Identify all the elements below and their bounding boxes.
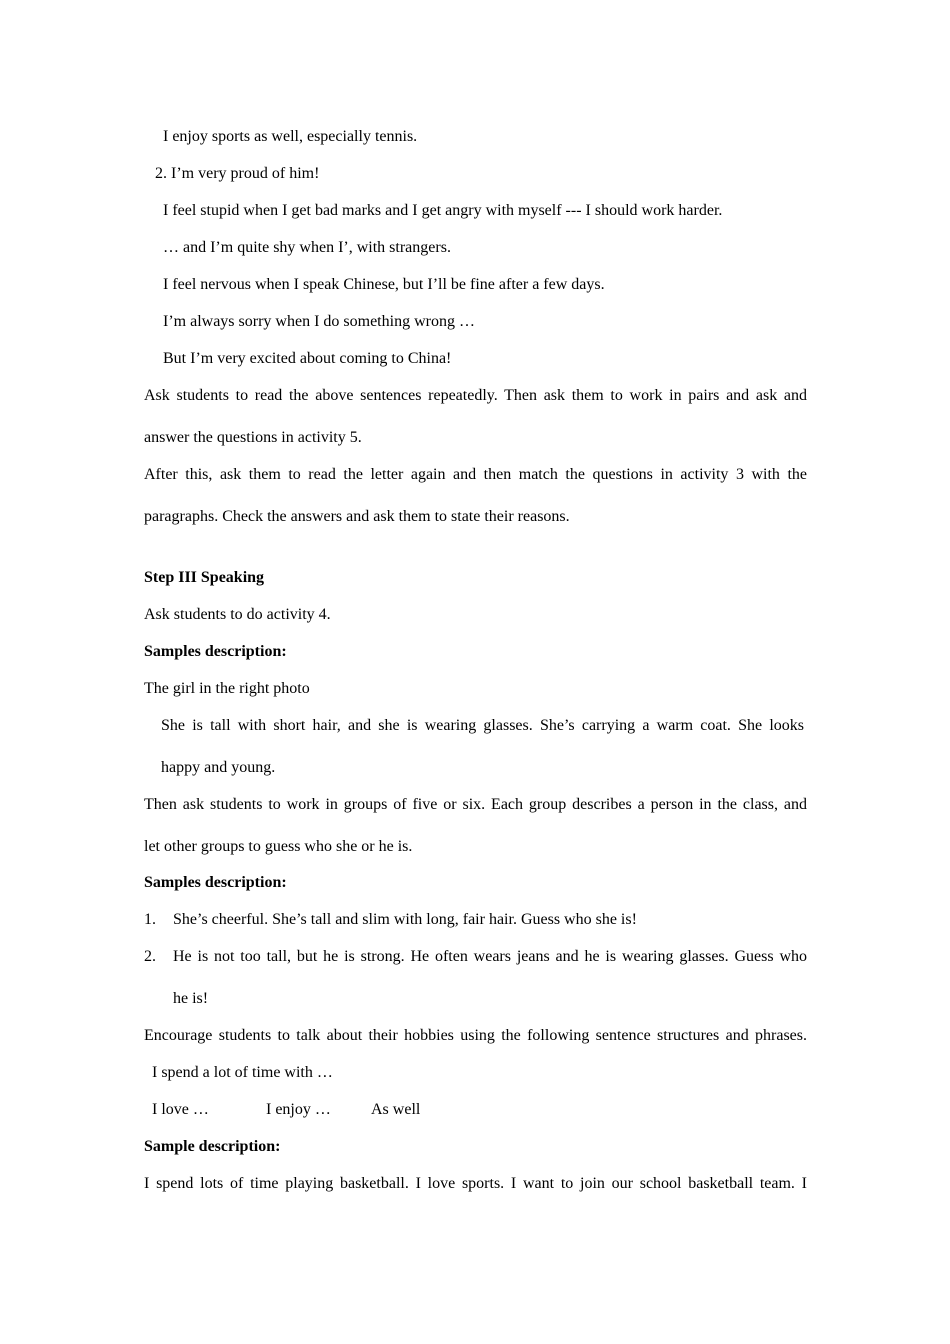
- intro-line-1: I enjoy sports as well, especially tennis.: [163, 128, 418, 145]
- intro-line-4: … and I’m quite shy when I’, with strangers.: [163, 239, 451, 256]
- intro-line-7: But I’m very excited about coming to China!: [163, 350, 452, 367]
- sample-label-3: Sample description:: [144, 1138, 281, 1155]
- samples-label-1: Samples description:: [144, 643, 287, 660]
- step3-instruction: Ask students to do activity 4.: [144, 606, 331, 623]
- intro-line-5: I feel nervous when I speak Chinese, but I’ll be fine after a few days.: [163, 276, 605, 293]
- samples-label-2: Samples description:: [144, 874, 287, 891]
- phrase-spend: I spend a lot of time with …: [152, 1064, 333, 1081]
- list-item-text: He is not too tall, but he is strong. He often wears jeans and he is wearing glasses. Guess who: [173, 948, 807, 965]
- phrase-love: I love …: [152, 1101, 209, 1118]
- groups-line1: Then ask students to work in groups of five or six. Each group describes a person in the class, and: [144, 796, 807, 813]
- list-item-number: 2.: [144, 948, 156, 965]
- encourage-line: Encourage students to talk about their hobbies using the following sentence structures and phrases.: [144, 1027, 807, 1044]
- para2-line2: paragraphs. Check the answers and ask them to state their reasons.: [144, 508, 570, 525]
- phrase-enjoy: I enjoy …: [266, 1101, 331, 1118]
- intro-line-6: I’m always sorry when I do something wrong …: [163, 313, 475, 330]
- intro-line-3: I feel stupid when I get bad marks and I get angry with myself --- I should work harder.: [163, 202, 723, 219]
- sample-last-line: I spend lots of time playing basketball. I love sports. I want to join our school basketball team. I: [144, 1175, 807, 1192]
- para2-line1: After this, ask them to read the letter again and then match the questions in activity 3 with the: [144, 466, 807, 483]
- intro-line-2: 2. I’m very proud of him!: [155, 165, 320, 182]
- list-item-text-cont: he is!: [173, 990, 209, 1007]
- list-item-text: She’s cheerful. She’s tall and slim with long, fair hair. Guess who she is!: [173, 911, 637, 928]
- groups-line2: let other groups to guess who she or he is.: [144, 838, 413, 855]
- para1-line2: answer the questions in activity 5.: [144, 429, 362, 446]
- photo-label: The girl in the right photo: [144, 680, 310, 697]
- list-item-number: 1.: [144, 911, 156, 928]
- step3-heading: Step III Speaking: [144, 569, 265, 586]
- photo-desc-line2: happy and young.: [161, 759, 276, 776]
- para1-line1: Ask students to read the above sentences repeatedly. Then ask them to work in pairs and ask and: [144, 387, 807, 404]
- phrase-as-well: As well: [371, 1101, 421, 1118]
- photo-desc-line1: She is tall with short hair, and she is wearing glasses. She’s carrying a warm coat. She looks: [161, 717, 804, 734]
